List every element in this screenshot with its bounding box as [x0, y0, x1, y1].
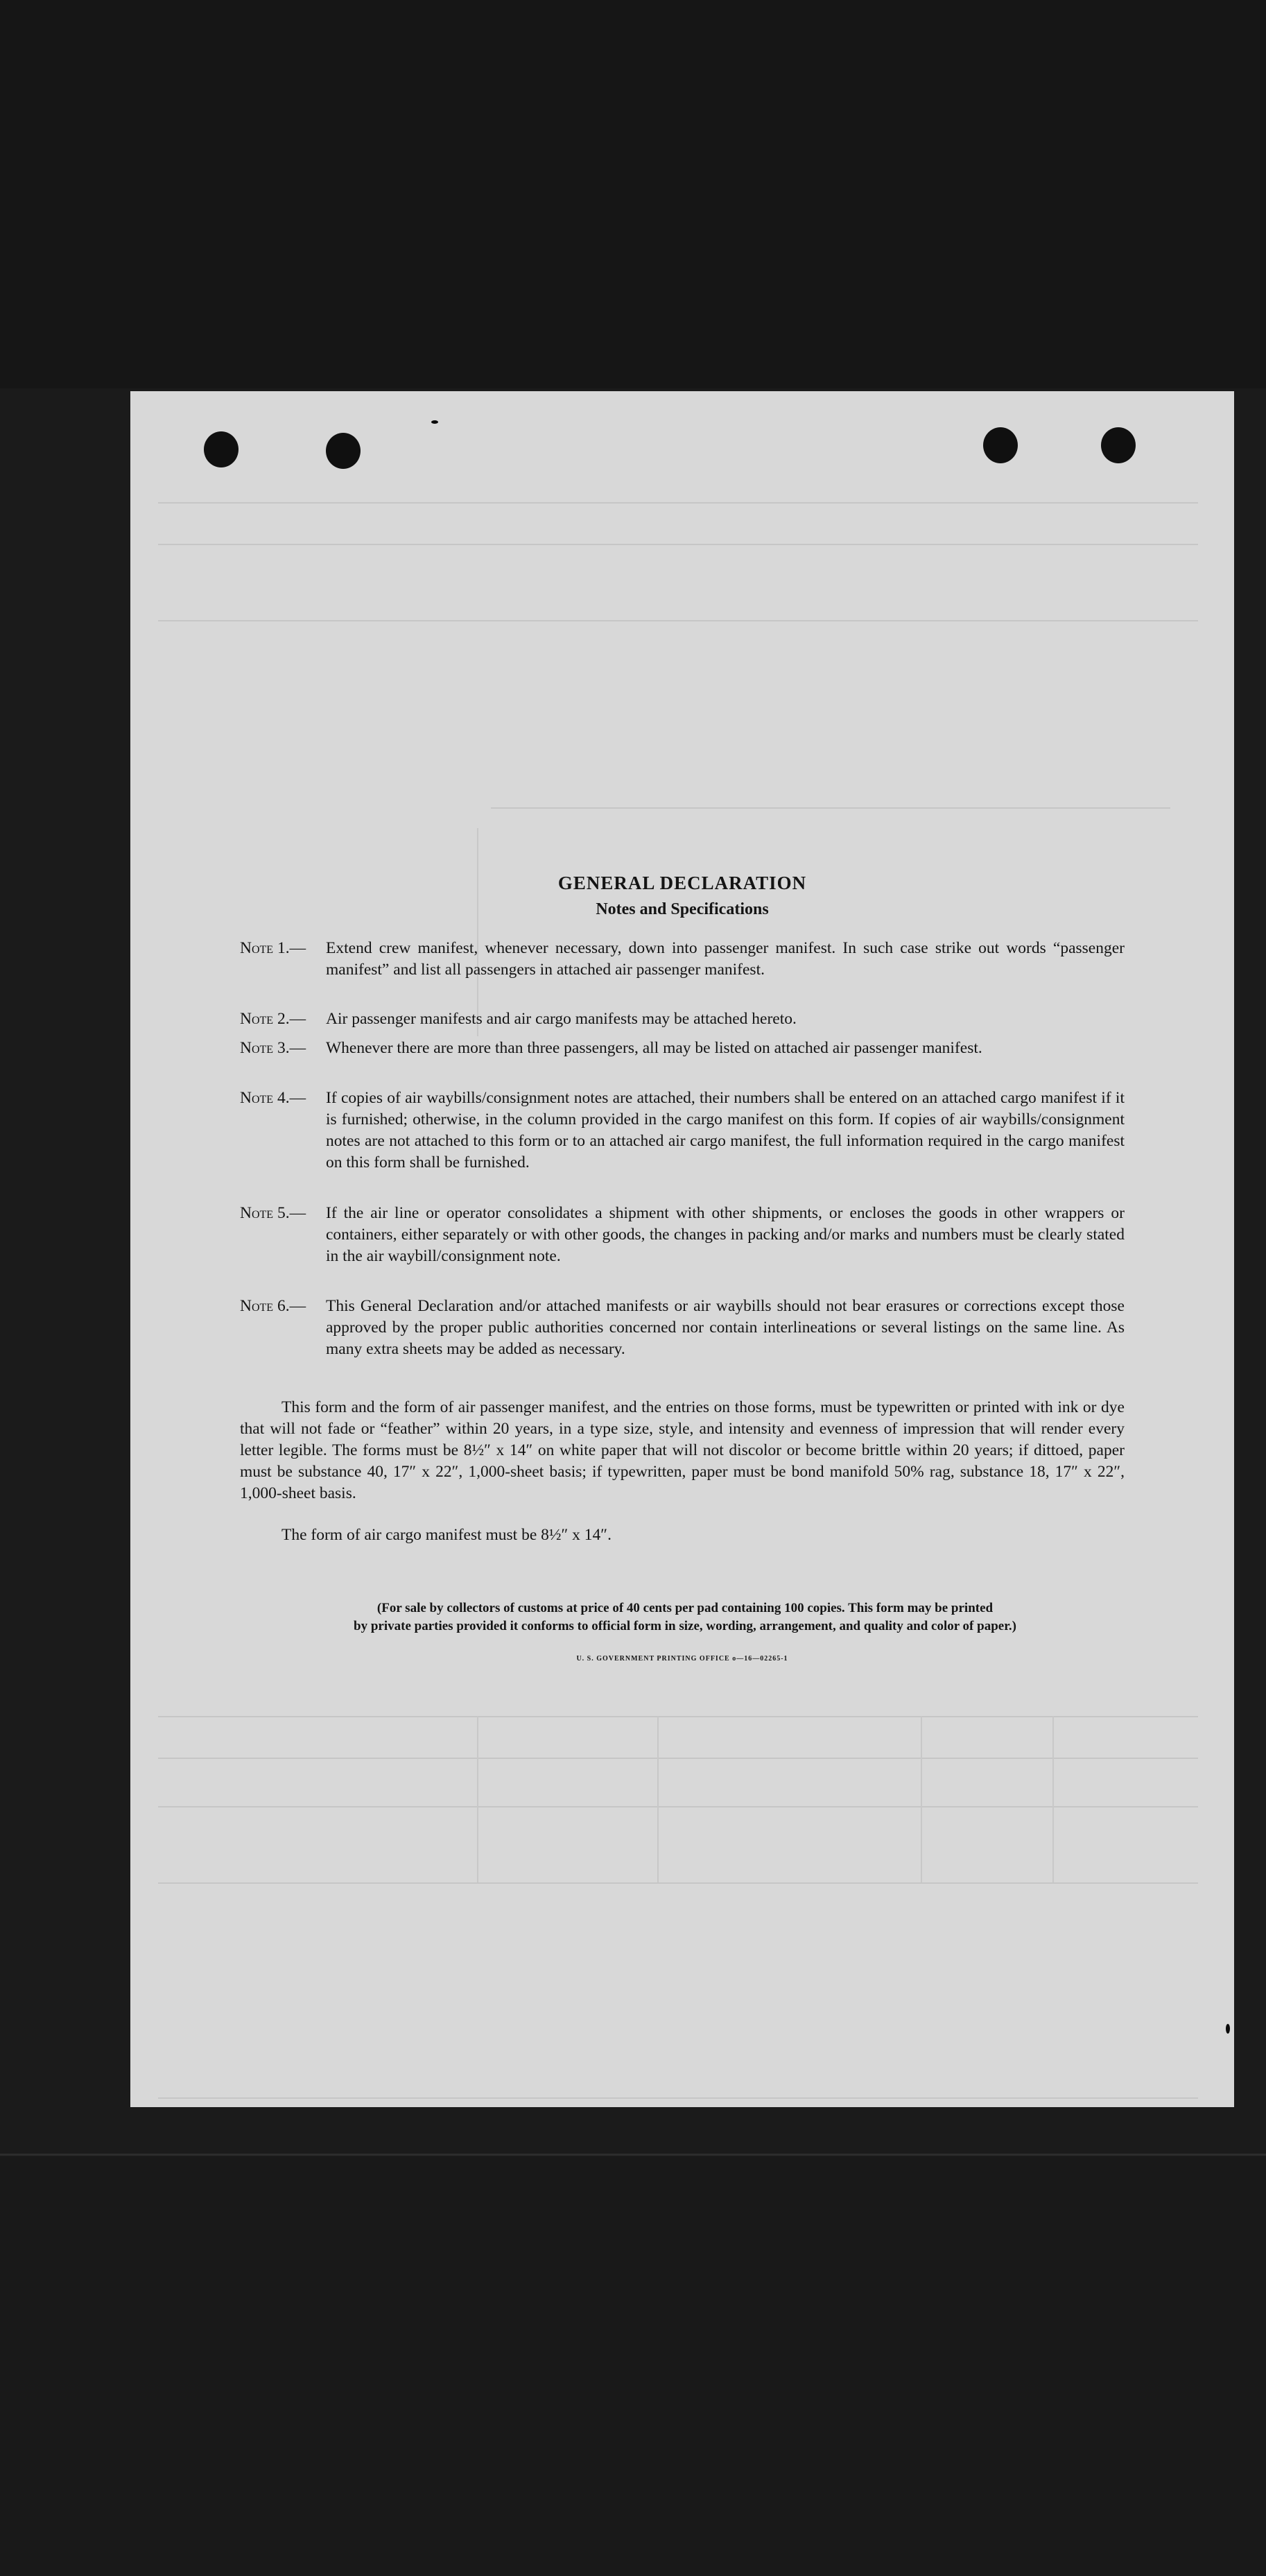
dust-speck: [1226, 2024, 1230, 2034]
note-1: [240, 938, 1125, 981]
punch-hole-4: [1101, 427, 1136, 463]
sale-notice-line-2: by private parties provided it conforms to official form in size, wording, arrangement, and quality and color of paper.): [354, 1619, 1016, 1633]
bleed-through-line: [158, 502, 1198, 504]
punch-hole-3: [983, 427, 1018, 463]
printing-office-imprint: U. S. GOVERNMENT PRINTING OFFICE o—16—02265-1: [576, 1655, 788, 1663]
punch-hole-2: [326, 433, 361, 469]
note-3: [240, 1038, 1125, 1059]
note-text: Whenever there are more than three passengers, all may be listed on attached air passenger manifest.: [326, 1039, 982, 1057]
bleed-through-line: [1052, 1716, 1054, 1882]
scan-divider: [0, 2154, 1266, 2156]
bleed-through-line: [477, 1716, 478, 1882]
document-page: [130, 391, 1234, 2107]
document-subtitle: Notes and Specifications: [596, 900, 769, 918]
note-4: [240, 1088, 1125, 1174]
note-6: [240, 1296, 1125, 1360]
bleed-through-line: [491, 807, 1170, 809]
punch-hole-1: [204, 431, 239, 467]
note-2: [240, 1008, 1125, 1030]
note-text: If the air line or operator consolidates a shipment with other shipments, or encloses the goods in other wrappers or containers, either separately or with other goods, the changes in packing and/or marks and numbers must be clearly stated in the air waybill/consignment note.: [326, 1204, 1125, 1265]
note-label: Note 2.—: [240, 1010, 306, 1028]
note-label: Note 3.—: [240, 1039, 306, 1057]
document-title: GENERAL DECLARATION: [557, 873, 807, 893]
bleed-through-line: [158, 620, 1198, 621]
note-label: Note 4.—: [240, 1089, 306, 1107]
note-text: Air passenger manifests and air cargo manifests may be attached hereto.: [326, 1010, 797, 1028]
scanner-background-bottom: [0, 2157, 1266, 2576]
bleed-through-line: [158, 1716, 1198, 1717]
sale-notice-line-1: (For sale by collectors of customs at price of 40 cents per pad containing 100 copies. This form may be printed: [376, 1601, 994, 1615]
bleed-through-line: [921, 1716, 922, 1882]
note-label: Note 6.—: [240, 1297, 306, 1315]
note-label: Note 1.—: [240, 939, 306, 957]
bleed-through-line: [158, 1758, 1198, 1759]
note-5: [240, 1203, 1125, 1267]
note-text: If copies of air waybills/consignment notes are attached, their numbers shall be entered on an attached cargo manifest if it is furnished; otherwise, in the column provided in the cargo manifest on this form. If copies of air waybills/consignment notes are not attached to this form or to an attached air cargo manifest, the full information required in the cargo manifest on this form shall be furnished.: [326, 1089, 1125, 1171]
note-text: Extend crew manifest, whenever necessary, down into passenger manifest. In such case strike out words “passenger manifest” and list all passengers in attached air passenger manifest.: [326, 939, 1125, 979]
bleed-through-line: [158, 1882, 1198, 1884]
bleed-through-line: [657, 1716, 659, 1882]
bleed-through-line: [158, 2097, 1198, 2099]
bleed-through-line: [158, 544, 1198, 545]
note-text: This General Declaration and/or attached manifests or air waybills should not bear erasures or corrections except those approved by the proper public authorities concerned nor contain interlineations or several listings on the same line. As many extra sheets may be added as necessary.: [326, 1297, 1125, 1358]
bleed-through-line: [477, 828, 478, 1036]
cargo-manifest-size-note: The form of air cargo manifest must be 8½″ x 14″.: [281, 1526, 612, 1544]
bleed-through-line: [158, 1806, 1198, 1808]
form-specification-paragraph: This form and the form of air passenger manifest, and the entries on those forms, must be typewritten or printed with ink or dye that will not fade or “feather” within 20 years, in a type size, style, and intensity and evenness of impression that will render every letter legible. The forms must be 8½″ x 14″ on white paper that will not discolor or become brittle within 20 years; if dittoed, paper must be substance 40, 17″ x 22″, 1,000-sheet basis; if typewritten, paper must be bond manifold 50% rag, substance 18, 17″ x 22″, 1,000-sheet basis.: [240, 1398, 1125, 1502]
note-label: Note 5.—: [240, 1204, 306, 1222]
dust-speck: [431, 420, 438, 424]
scanner-background-top: [0, 0, 1266, 388]
